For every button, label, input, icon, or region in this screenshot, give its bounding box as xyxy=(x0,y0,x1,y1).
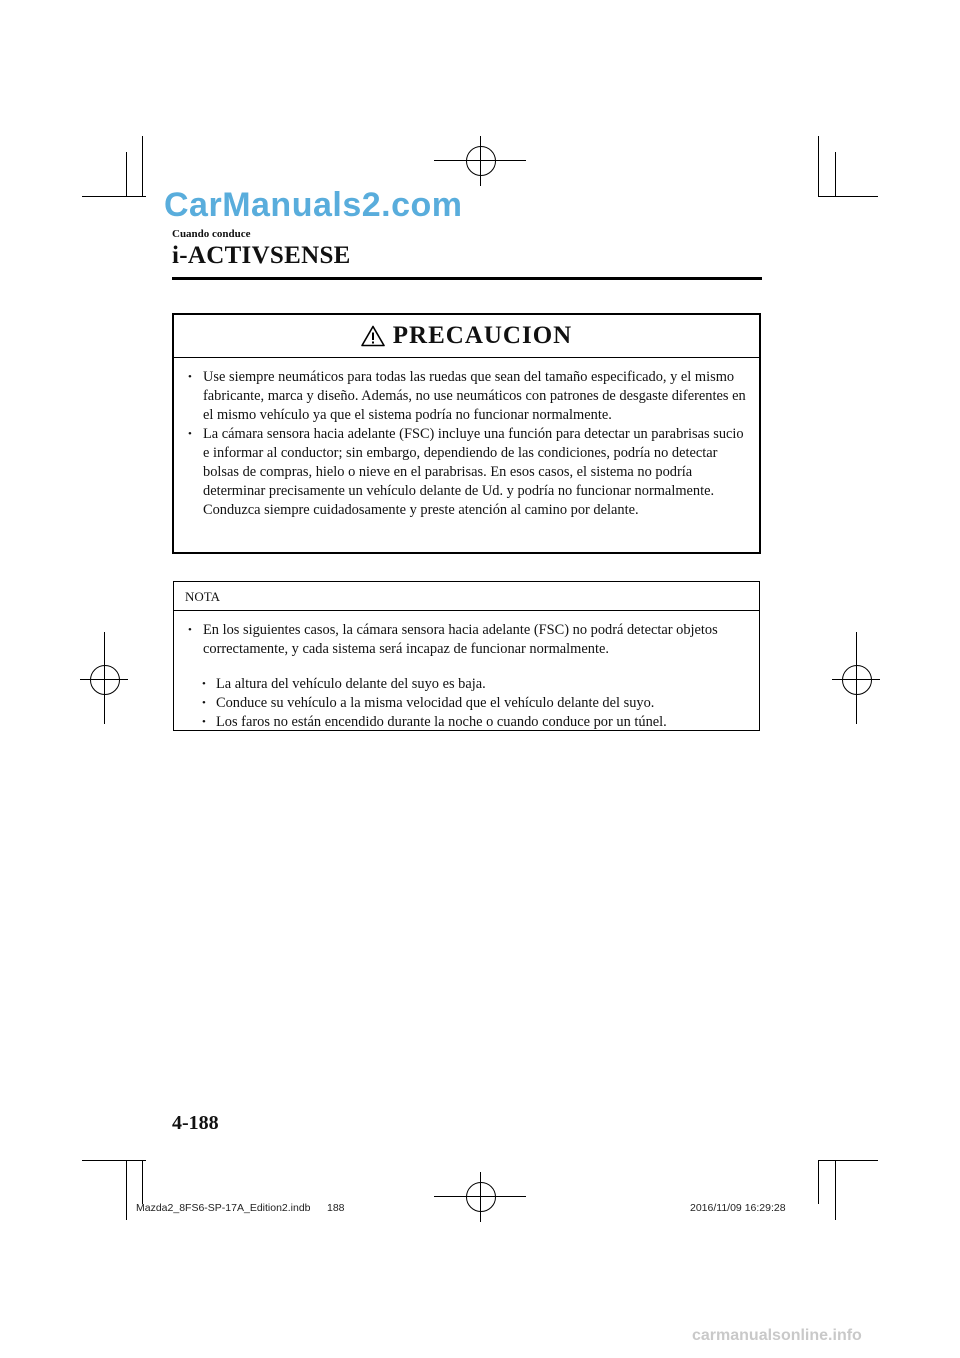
caution-list xyxy=(174,358,759,520)
site-watermark: CarManuals2.com xyxy=(164,186,463,224)
page-number: 4-188 xyxy=(172,1112,219,1134)
caution-header xyxy=(174,315,759,358)
note-subitem: • La altura del vehículo delante del suyo es baja. xyxy=(174,675,753,694)
caution-title: PRECAUCION xyxy=(392,322,573,349)
note-subitem: • Conduce su vehículo a la misma velocidad que el vehículo delante del suyo. xyxy=(174,694,753,713)
note-title: NOTA xyxy=(174,582,759,611)
note-sublist xyxy=(174,665,759,732)
note-box xyxy=(173,581,760,731)
note-item: • En los siguientes casos, la cámara sensora hacia adelante (FSC) no podrá detectar objetos correctamente, y cada sistema será incapaz de funcionar normalmente. xyxy=(174,621,753,659)
footer-filename: Mazda2_8FS6-SP-17A_Edition2.indb xyxy=(136,1202,311,1214)
footer-page: 188 xyxy=(327,1202,345,1214)
section-divider xyxy=(172,277,762,280)
note-subitem: • Los faros no están encendido durante la noche o cuando conduce por un túnel. xyxy=(174,713,753,732)
caution-box xyxy=(172,313,761,554)
source-watermark: carmanualsonline.info xyxy=(692,1327,862,1344)
caution-item: • Use siempre neumáticos para todas las ruedas que sean del tamaño especificado, y el mismo fabricante, marca y diseño. Además, no use neumáticos con patrones de desgaste diferentes en el mismo vehículo ya que el sistema podría no funcionar normalmente. xyxy=(174,368,753,425)
caution-item: • La cámara sensora hacia adelante (FSC) incluye una función para detectar un parabrisas sucio e informar al conductor; sin embargo, dependiendo de las condiciones, podría no detectar bolsas de compras, hielo o nieve en el parabrisas. En esos casos, el sistema no podría determinar precisamente un vehículo delante de Ud. y podría no funcionar normalmente. Conduzca siempre cuidadosamente y preste atención al camino por delante. xyxy=(174,425,753,520)
warning-triangle-icon xyxy=(361,325,385,347)
footer-timestamp: 2016/11/09 16:29:28 xyxy=(690,1202,786,1214)
note-list xyxy=(174,611,759,659)
section-title: i-ACTIVSENSE xyxy=(172,242,351,269)
section-label: Cuando conduce xyxy=(172,228,251,240)
